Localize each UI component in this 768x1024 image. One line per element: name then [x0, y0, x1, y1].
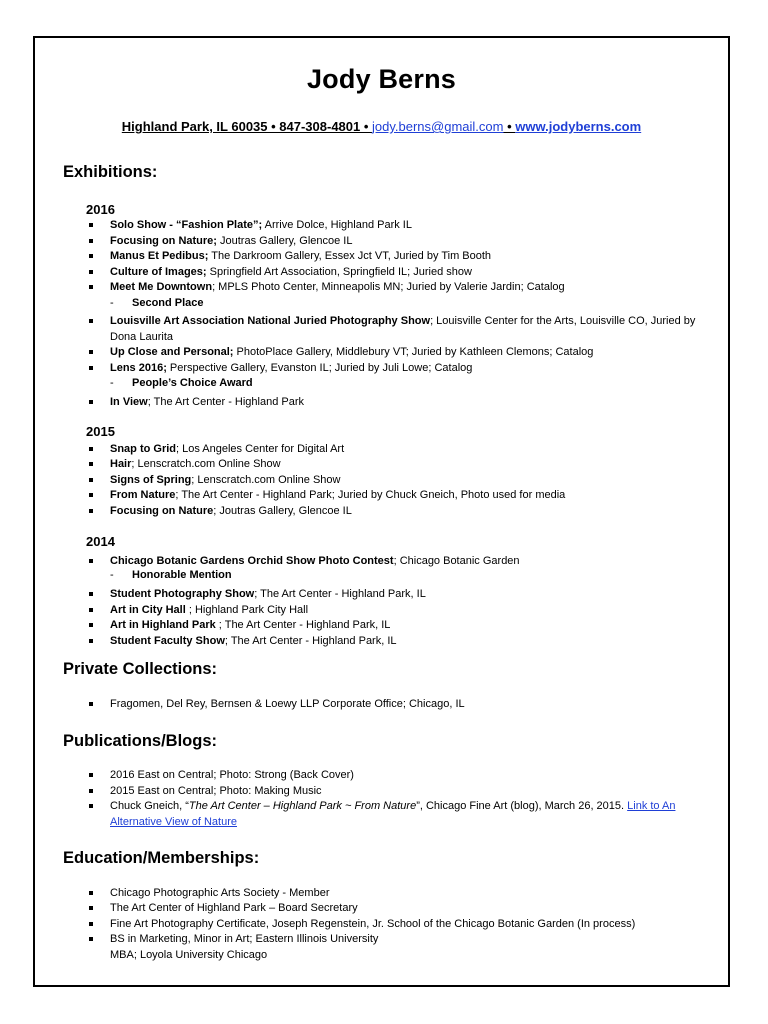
bullet-icon: [89, 773, 93, 777]
award-line: - Honorable Mention: [110, 569, 232, 581]
bullet-icon: [89, 804, 93, 808]
year-2016: 2016: [86, 202, 115, 217]
bullet-icon: [89, 623, 93, 627]
list-item: Student Photography Show; The Art Center - Highland Park, IL: [110, 587, 708, 603]
bullet-icon: [89, 350, 93, 354]
bullet-icon: [89, 366, 93, 370]
contact-separator: •: [503, 119, 516, 134]
list-item: Up Close and Personal; PhotoPlace Gallery, Middlebury VT; Juried by Kathleen Clemons; Catalog: [110, 345, 708, 361]
award-line: - Second Place: [110, 297, 204, 309]
list-item: 2016 East on Central; Photo: Strong (Back Cover): [110, 768, 708, 784]
list-item: Lens 2016; Perspective Gallery, Evanston IL; Juried by Juli Lowe; Catalog: [110, 361, 708, 377]
bullet-icon: [89, 447, 93, 451]
resume-page: [33, 36, 730, 987]
list-item: MBA; Loyola University Chicago: [110, 949, 268, 961]
list-item: Art in Highland Park ; The Art Center - Highland Park, IL: [110, 618, 708, 634]
list-item: Chuck Gneich, “The Art Center – Highland Park ~ From Nature”, Chicago Fine Art (blog), March 26, 2015. Link to An Alternative View of Nature: [110, 799, 708, 830]
bullet-icon: [89, 493, 93, 497]
list-item: From Nature; The Art Center - Highland Park; Juried by Chuck Gneich, Photo used for media: [110, 488, 708, 504]
list-item: Hair; Lenscratch.com Online Show: [110, 457, 708, 473]
bullet-icon: [89, 285, 93, 289]
list-item: Signs of Spring; Lenscratch.com Online Show: [110, 473, 708, 489]
exhibitions-heading: Exhibitions:: [63, 163, 158, 181]
bullet-icon: [89, 254, 93, 258]
list-item: Student Faculty Show; The Art Center - Highland Park, IL: [110, 634, 708, 650]
award-line: - People’s Choice Award: [110, 377, 253, 389]
bullet-icon: [89, 270, 93, 274]
list-item: Snap to Grid; Los Angeles Center for Digital Art: [110, 442, 708, 458]
bullet-icon: [89, 239, 93, 243]
bullet-icon: [89, 789, 93, 793]
alternative-view-link[interactable]: Link to An Alternative View of Nature: [110, 800, 676, 828]
list-item: Culture of Images; Springfield Art Association, Springfield IL; Juried show: [110, 265, 708, 281]
bullet-icon: [89, 509, 93, 513]
education-heading: Education/Memberships:: [63, 849, 260, 867]
year-2015: 2015: [86, 424, 115, 439]
bullet-icon: [89, 937, 93, 941]
resume-name: Jody Berns: [306, 64, 457, 94]
list-item: Chicago Botanic Gardens Orchid Show Photo Contest; Chicago Botanic Garden: [110, 554, 708, 570]
list-item: Louisville Art Association National Juried Photography Show; Louisville Center for the Arts, Louisville CO, Juried by Dona Laurita: [110, 314, 708, 345]
year-2014: 2014: [86, 534, 115, 549]
list-item: 2015 East on Central; Photo: Making Music: [110, 784, 708, 800]
bullet-icon: [89, 608, 93, 612]
bullet-icon: [89, 559, 93, 563]
bullet-icon: [89, 891, 93, 895]
list-item: Solo Show - “Fashion Plate”; Arrive Dolce, Highland Park IL: [110, 218, 708, 234]
list-item: In View; The Art Center - Highland Park: [110, 395, 708, 411]
list-item: BS in Marketing, Minor in Art; Eastern Illinois University: [110, 932, 708, 948]
bullet-icon: [89, 592, 93, 596]
bullet-icon: [89, 478, 93, 482]
list-item: Focusing on Nature; Joutras Gallery, Glencoe IL: [110, 234, 708, 250]
bullet-icon: [89, 702, 93, 706]
bullet-icon: [89, 223, 93, 227]
collections-heading: Private Collections:: [63, 660, 218, 678]
bullet-icon: [89, 462, 93, 466]
list-item: Art in City Hall ; Highland Park City Hall: [110, 603, 708, 619]
list-item: The Art Center of Highland Park – Board Secretary: [110, 901, 708, 917]
publications-heading: Publications/Blogs:: [63, 732, 218, 750]
bullet-icon: [89, 639, 93, 643]
email-link[interactable]: jody.berns@gmail.com: [372, 119, 504, 134]
list-item: Manus Et Pedibus; The Darkroom Gallery, Essex Jct VT, Juried by Tim Booth: [110, 249, 708, 265]
bullet-icon: [89, 906, 93, 910]
address-phone: Highland Park, IL 60035 • 847-308-4801 •: [121, 119, 373, 134]
list-item: Chicago Photographic Arts Society - Member: [110, 886, 708, 902]
contact-line: [35, 119, 728, 134]
list-item: Fragomen, Del Rey, Bernsen & Loewy LLP Corporate Office; Chicago, IL: [110, 697, 708, 713]
list-item: Meet Me Downtown; MPLS Photo Center, Minneapolis MN; Juried by Valerie Jardin; Catalog: [110, 280, 708, 296]
bullet-icon: [89, 922, 93, 926]
bullet-icon: [89, 400, 93, 404]
bullet-icon: [89, 319, 93, 323]
list-item: Fine Art Photography Certificate, Joseph Regenstein, Jr. School of the Chicago Botanic Garden (In process): [110, 917, 708, 933]
website-link[interactable]: www.jodyberns.com: [515, 119, 642, 134]
list-item: Focusing on Nature; Joutras Gallery, Glencoe IL: [110, 504, 708, 520]
